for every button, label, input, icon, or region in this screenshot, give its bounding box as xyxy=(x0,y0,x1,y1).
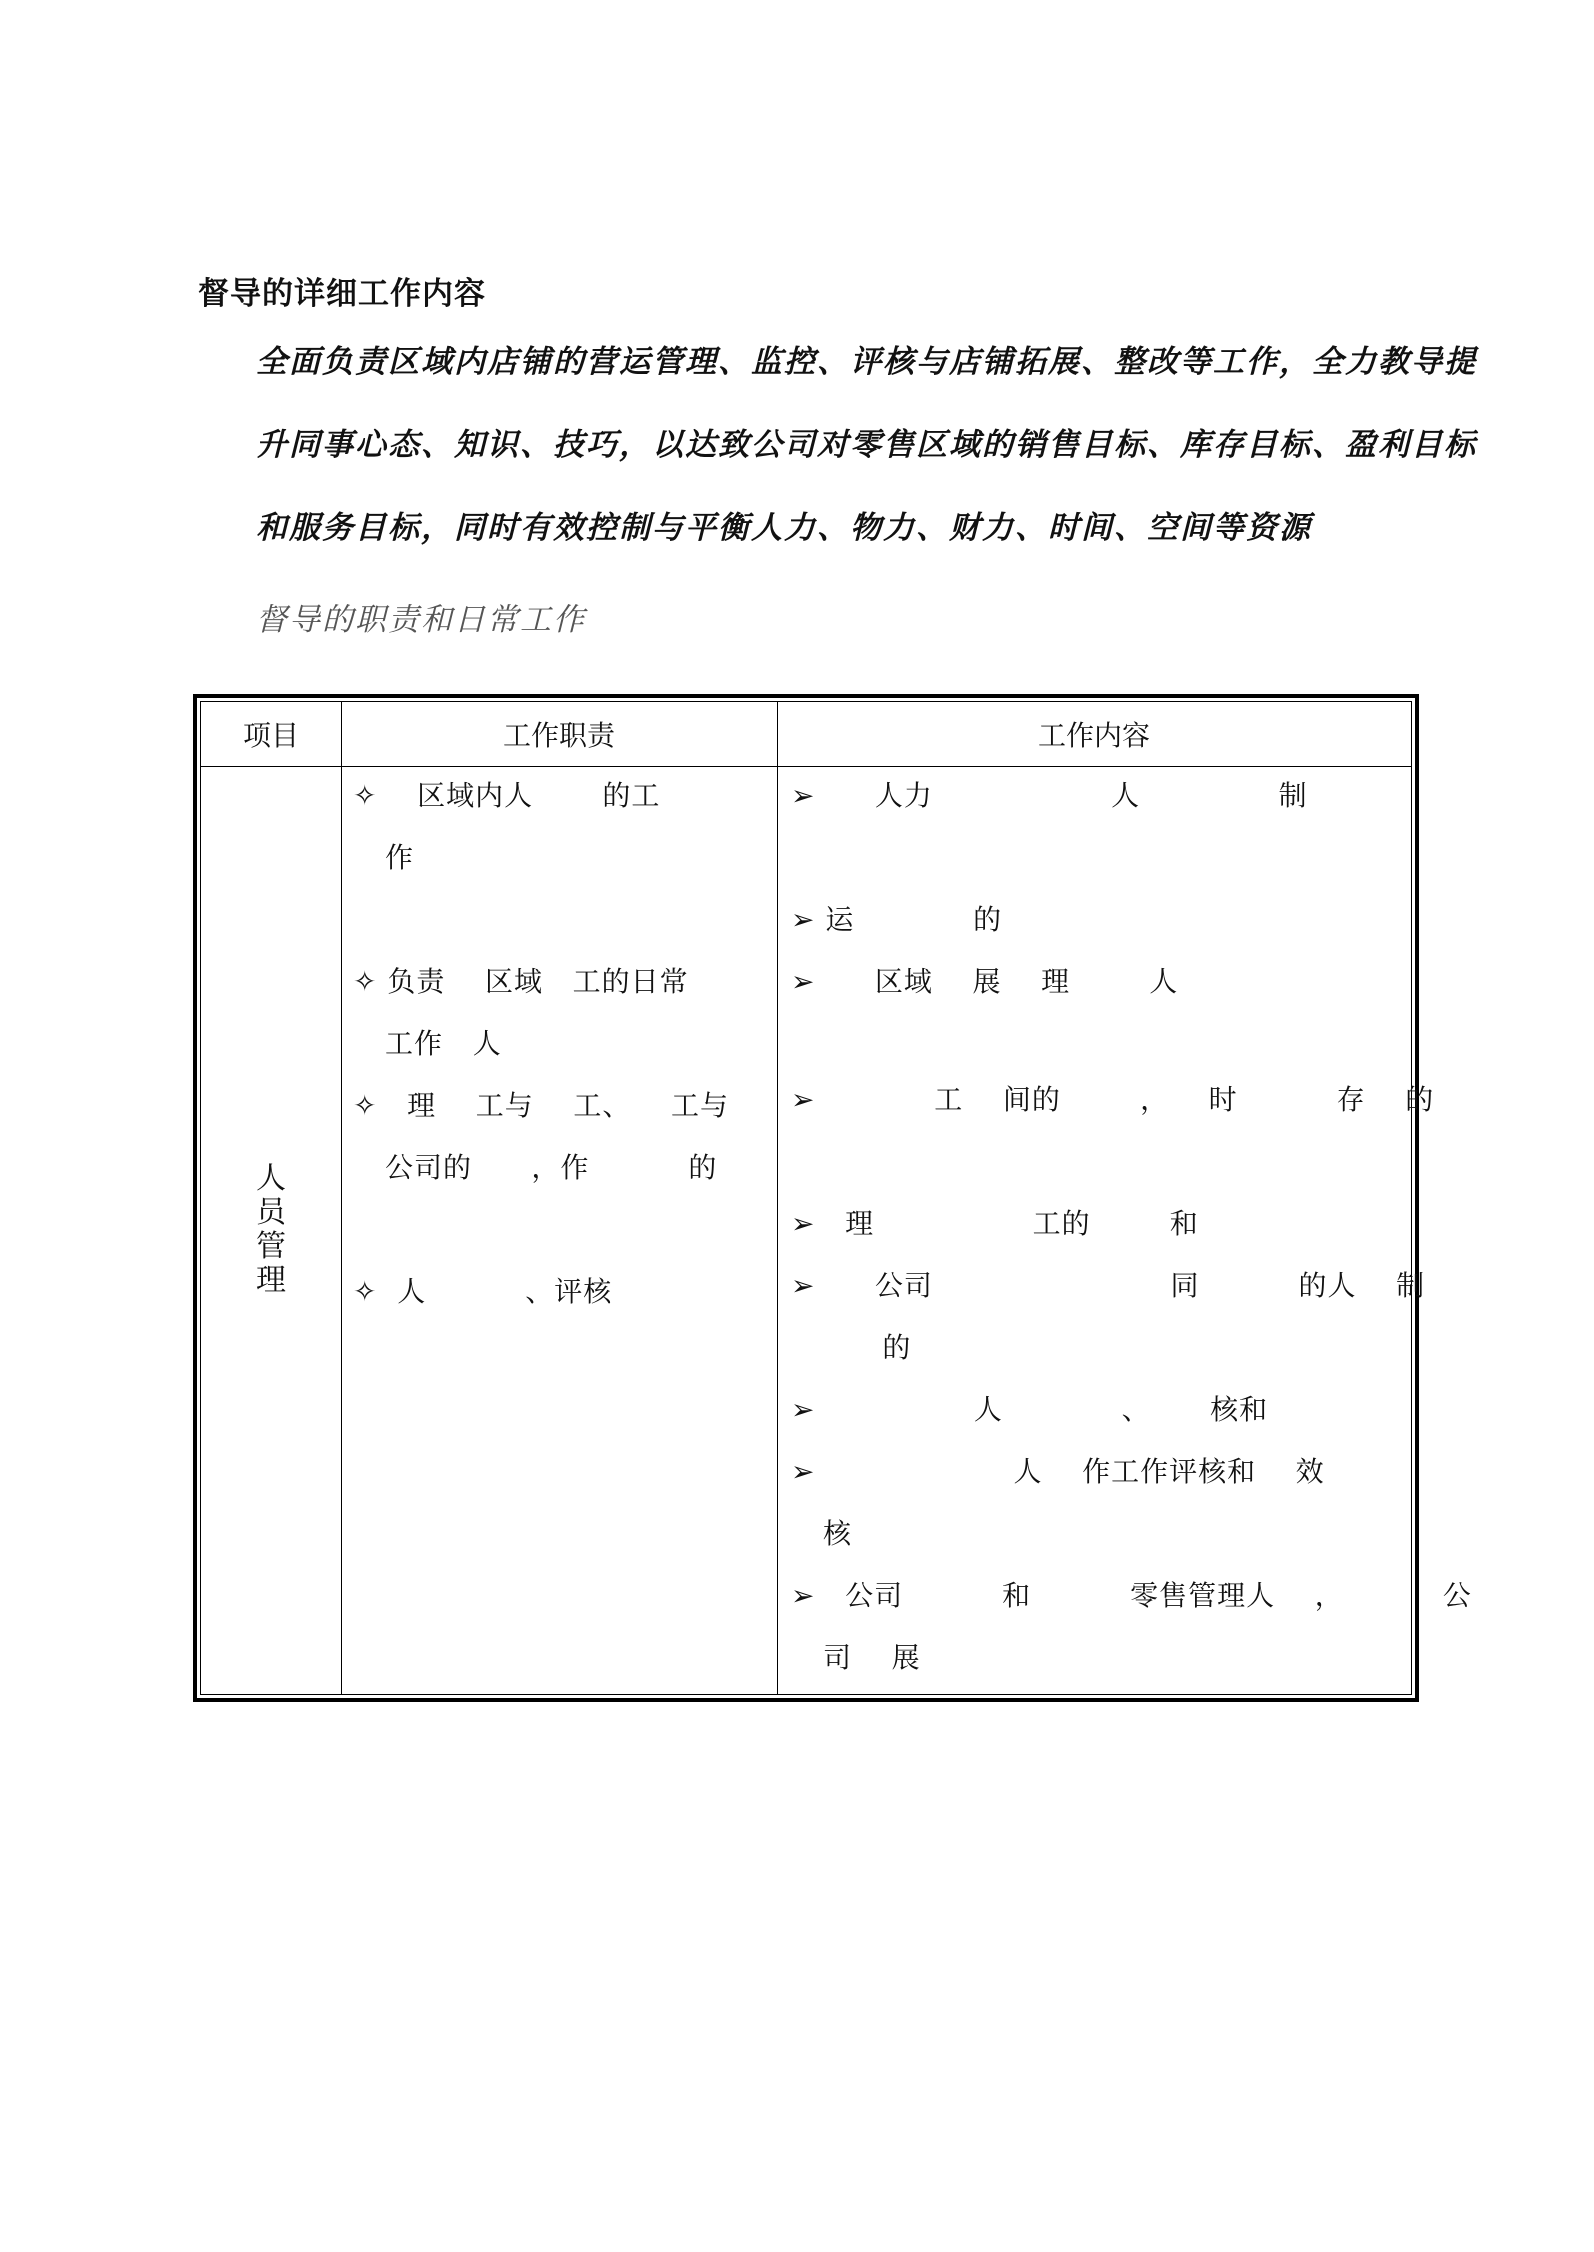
content-item-3-line1: 区域 展 理 人 xyxy=(815,965,1179,998)
duty-item-1-line1: 区域内人 的工 xyxy=(377,779,661,812)
content-item-9-line1: 公司 和 零售管理人 ， 公 xyxy=(815,1579,1472,1612)
content-item-8 xyxy=(791,1450,1325,1490)
header-content: 工作内容 xyxy=(1037,719,1150,752)
diamond-bullet-icon: ✧ xyxy=(353,1089,378,1122)
arrow-bullet-icon: ➢ xyxy=(791,1269,816,1302)
content-item-1-line1: 人力 人 制 xyxy=(815,779,1308,812)
duties-table xyxy=(193,694,1472,1702)
category-cell xyxy=(201,766,341,1694)
content-item-2-line1: 运 的 xyxy=(815,903,1003,936)
content-item-9 xyxy=(791,1574,1472,1614)
arrow-bullet-icon: ➢ xyxy=(791,1579,816,1612)
header-item: 项目 xyxy=(242,719,299,752)
content-item-1 xyxy=(791,774,1308,814)
arrow-bullet-icon: ➢ xyxy=(791,903,816,936)
content-item-7-line1: 人 、 核和 xyxy=(815,1393,1269,1426)
arrow-bullet-icon: ➢ xyxy=(791,779,816,812)
duty-item-2-line1: 负责 区域 工的日常 xyxy=(377,965,689,998)
content-item-4 xyxy=(791,1078,1434,1118)
duty-item-3-line1: 理 工与 工、 工与 xyxy=(377,1089,729,1122)
duty-item-3-line2: 公司的 ，作 的 xyxy=(385,1151,718,1184)
duty-item-2 xyxy=(353,960,689,1000)
diamond-bullet-icon: ✧ xyxy=(353,965,378,998)
arrow-bullet-icon: ➢ xyxy=(791,1455,816,1488)
content-item-6-line2: 的 xyxy=(823,1331,912,1364)
duties-table-inner xyxy=(200,701,1472,1695)
header-duties: 工作职责 xyxy=(502,719,615,752)
arrow-bullet-icon: ➢ xyxy=(791,1207,816,1240)
header-divider xyxy=(201,766,1411,767)
duty-item-1-line2: 作 xyxy=(385,841,415,874)
content-item-4-line1: 工 间的 ， 时 存 的 xyxy=(815,1083,1435,1116)
arrow-bullet-icon: ➢ xyxy=(791,1393,816,1426)
column-divider-1 xyxy=(341,702,342,1694)
content-item-8-line1: 人 作工作评核和 效 xyxy=(815,1455,1325,1488)
content-item-7 xyxy=(791,1388,1268,1428)
duty-item-1 xyxy=(353,774,660,814)
content-item-2 xyxy=(791,898,1002,938)
intro-line-3: 和服务目标，同时有效控制与平衡人力、物力、财力、时间、空间等资源 xyxy=(256,510,1312,546)
section-subheading: 督导的职责和日常工作 xyxy=(256,602,586,638)
arrow-bullet-icon: ➢ xyxy=(791,1083,816,1116)
duty-item-4 xyxy=(353,1270,612,1310)
diamond-bullet-icon: ✧ xyxy=(353,1275,378,1308)
duty-item-3 xyxy=(353,1084,729,1124)
content-item-3 xyxy=(791,960,1178,1000)
content-item-6 xyxy=(791,1264,1425,1304)
intro-line-2: 升同事心态、知识、技巧，以达致公司对零售区域的销售目标、库存目标、盈利目标 xyxy=(256,427,1477,463)
diamond-bullet-icon: ✧ xyxy=(353,779,378,812)
content-item-6-line1: 公司 同 的人 制 xyxy=(815,1269,1426,1302)
duty-item-2-line2: 工作 人 xyxy=(385,1027,502,1060)
arrow-bullet-icon: ➢ xyxy=(791,965,816,998)
intro-line-1: 全面负责区域内店铺的营运管理、监控、评核与店铺拓展、整改等工作，全力教导提 xyxy=(256,344,1477,380)
content-item-9-line2: 司 展 xyxy=(823,1641,921,1674)
content-item-5-line1: 理 工的 和 xyxy=(815,1207,1199,1240)
category-label: 人员管理 xyxy=(256,1161,286,1298)
column-divider-2 xyxy=(777,702,778,1694)
content-item-5 xyxy=(791,1202,1199,1242)
duty-item-4-line1: 人 、评核 xyxy=(377,1275,613,1308)
page-heading: 督导的详细工作内容 xyxy=(198,276,486,312)
content-item-8-line2: 核 xyxy=(823,1517,853,1550)
